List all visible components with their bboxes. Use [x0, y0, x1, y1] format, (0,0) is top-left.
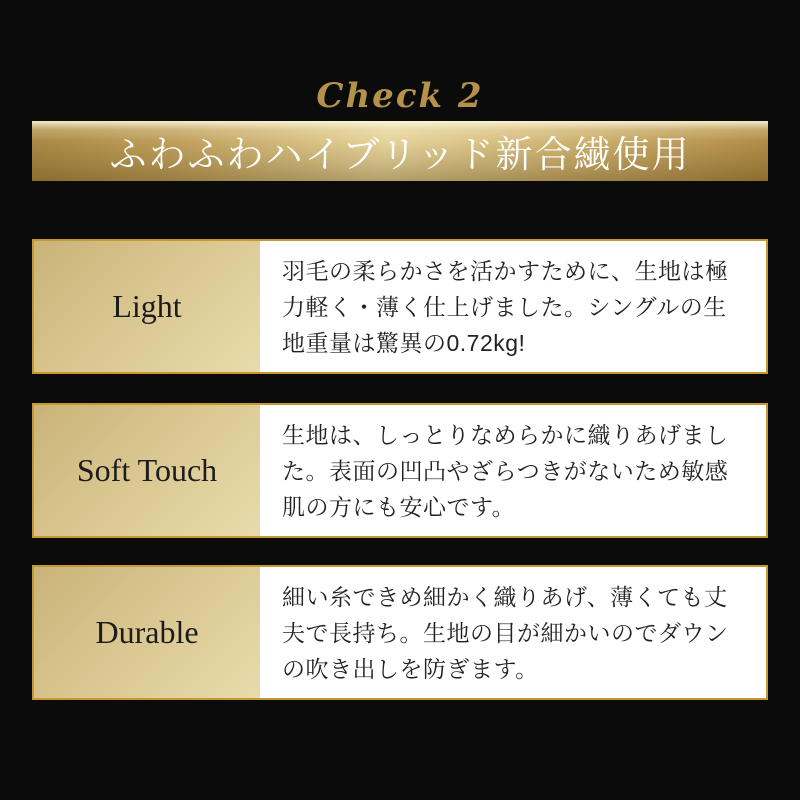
gold-title-banner [32, 121, 768, 181]
feature-label-light: Light [34, 241, 260, 372]
check-script-heading: Check 2 [316, 76, 484, 116]
banner-title: ふわふわハイブリッド新合繊使用 [109, 135, 691, 176]
feature-description-soft-touch: 生地は、しっとりなめらかに織りあげました。表面の凹凸やざらつきがないため敏感肌の方にも安心です。 [282, 422, 729, 520]
feature-card-durable [32, 565, 768, 700]
feature-card-soft-touch [32, 403, 768, 538]
feature-description-durable: 細い糸できめ細かく織りあげ、薄くても丈夫で長持ち。生地の目が細かいのでダウンの吹き出しを防ぎます。 [282, 584, 729, 682]
feature-card-light [32, 239, 768, 374]
feature-description-light: 羽毛の柔らかさを活かすために、生地は極力軽く・薄く仕上げました。シングルの生地重量は驚異の0.72kg! [282, 258, 729, 356]
feature-label-soft-touch: Soft Touch [34, 405, 260, 536]
feature-label-durable: Durable [34, 567, 260, 698]
